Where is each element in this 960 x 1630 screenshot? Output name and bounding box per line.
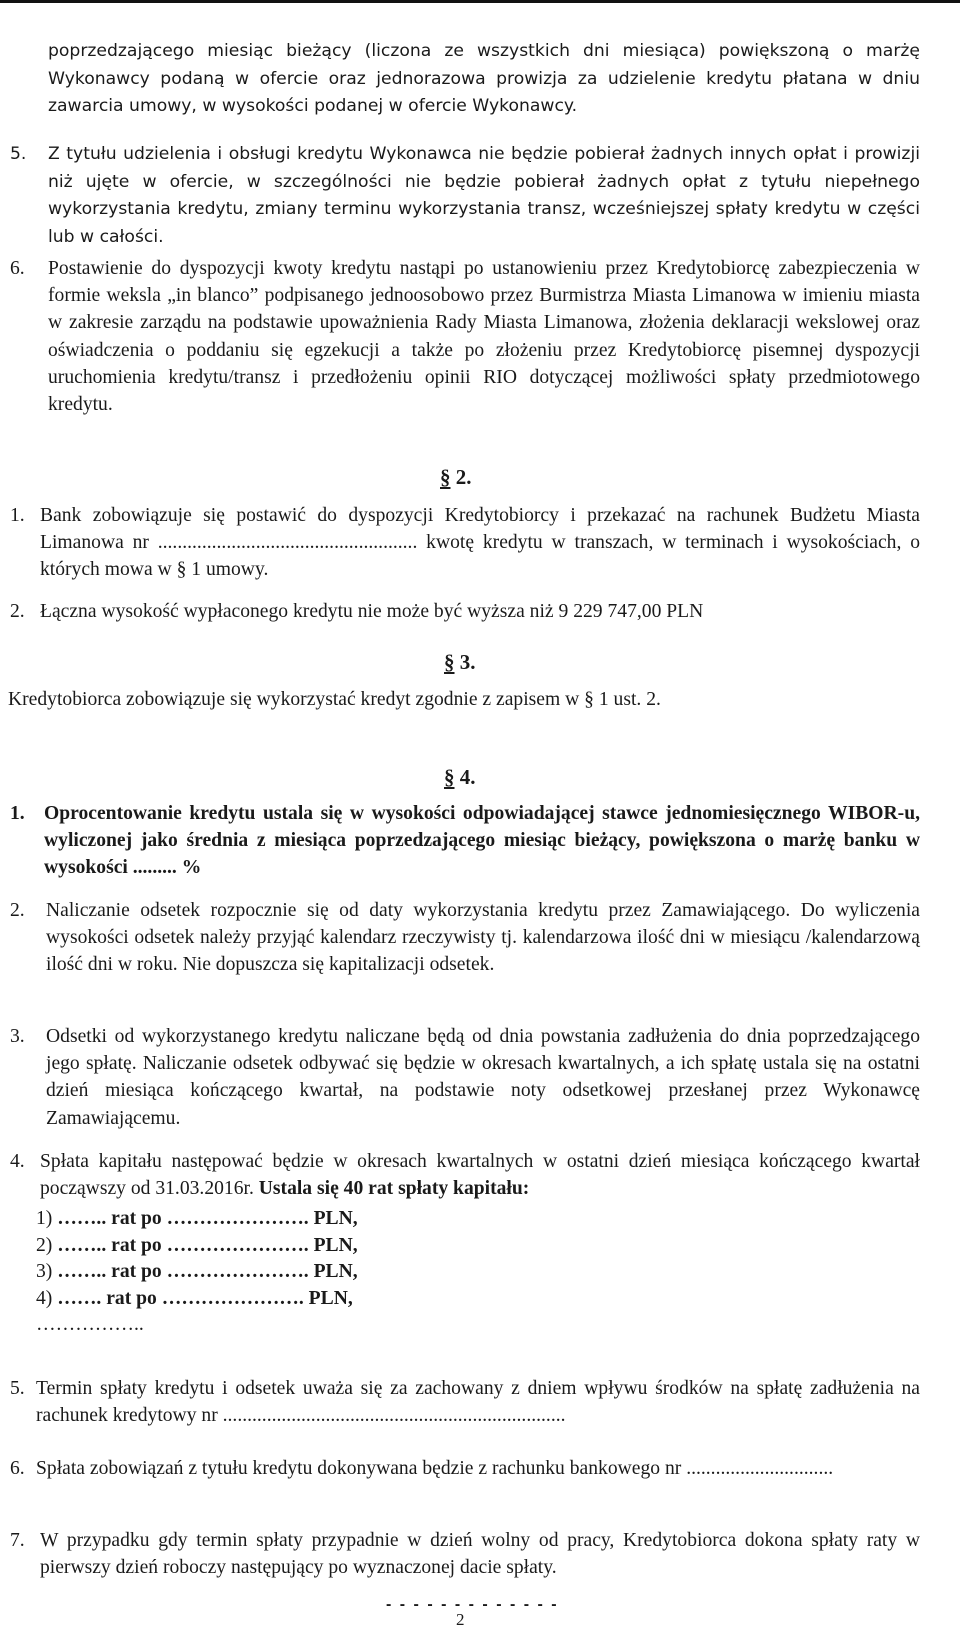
section-heading [440, 465, 472, 490]
section-symbol: § [440, 465, 451, 489]
list-item [0, 800, 960, 884]
item-number: 5. [10, 1378, 25, 1399]
installment-text: …….. rat po …………………. PLN, [57, 1208, 358, 1229]
item-text-plain: Spłata kapitału następować będzie w okresach kwartalnych w ostatni dzień miesiąca kończącego kwartał począwszy od 31.03.2016r. [40, 1151, 920, 1200]
item-text [40, 1148, 920, 1202]
item-text-bold: Ustala się 40 rat spłaty kapitału: [258, 1178, 530, 1200]
section-number: 3. [459, 650, 476, 674]
item-text: Łączna wysokość wypłaconego kredytu nie może być wyższa niż 9 229 747,00 PLN [40, 601, 704, 622]
installment-row [36, 1286, 358, 1313]
item-number: 1. [10, 803, 25, 824]
item-number: 6. [10, 258, 25, 279]
list-item [0, 897, 960, 981]
item-number: 4. [10, 1151, 25, 1172]
installment-label: 4) [36, 1287, 53, 1309]
section-symbol: § [444, 650, 455, 674]
installment-label: 2) [36, 1234, 53, 1256]
installment-label: 1) [36, 1208, 53, 1229]
list-item [0, 598, 960, 626]
page-number: 2 [456, 1610, 465, 1629]
item-text: W przypadku gdy termin spłaty przypadnie w dzień wolny od pracy, Kredytobiorca dokona spłaty raty w pierwszy dzień roboczy następujący po wyznaczonej dacie spłaty. [40, 1530, 920, 1579]
installment-text: …….. rat po …………………. PLN, [57, 1234, 358, 1256]
list-item [0, 1527, 960, 1583]
installment-row [36, 1206, 358, 1233]
installment-text: …….. rat po …………………. PLN, [57, 1261, 358, 1282]
section-heading [444, 765, 476, 790]
installment-row [36, 1233, 358, 1260]
item-number: 3. [10, 1026, 25, 1047]
installment-list [36, 1206, 358, 1339]
list-item [0, 1023, 960, 1135]
installment-label: 3) [36, 1261, 53, 1282]
section-paragraph: Kredytobiorca zobowiązuje się wykorzystać kredyt zgodnie z zapisem w § 1 ust. 2. [8, 689, 661, 710]
installment-text: ……. rat po …………………. PLN, [57, 1287, 353, 1309]
item-text: Odsetki od wykorzystanego kredytu naliczane będą od dnia powstania zadłużenia do dnia poprzedzającego jego spłatę. Naliczanie odsetek odbywać się będzie w okresach kwartalnych, a ich spłatę ustala się na ostatni dzień miesiąca kończącego kwartał, na podstawie noty odsetkowej przesłanej przez Wykonawcę Zamawiającemu. [46, 1026, 920, 1129]
list-item [0, 502, 960, 584]
installment-row [36, 1259, 358, 1286]
item-text: Termin spłaty kredytu i odsetek uważa się za zachowany z dniem wpływu środków na spłatę zadłużenia na rachunek kredytowy nr ...................................................................... [36, 1378, 920, 1427]
item-text: Z tytułu udzielenia i obsługi kredytu Wykonawca nie będzie pobierał żadnych innych opłat i prowizji niż ujęte w ofercie, w szczególności nie będzie pobierał żadnych opłat z tytułu niepełnego wykorzystania kredytu, zmiany terminu wykorzystania transz, wcześniejszej spłaty kredytu w części lub w całości. [48, 144, 920, 247]
item-text: Spłata zobowiązań z tytułu kredytu dokonywana będzie z rachunku bankowego nr .............................. [36, 1458, 834, 1479]
intro-paragraph: poprzedzającego miesiąc bieżący (liczona ze wszystkich dni miesiąca) powiększoną o marżę Wykonawcy podaną w ofercie oraz jednorazowa prowizja za udzielenie kredytu płatana w dniu zawarcia umowy, w wysokości podanej w ofercie Wykonawcy. [48, 41, 920, 116]
list-item [0, 1148, 960, 1204]
item-text: Postawienie do dyspozycji kwoty kredytu nastąpi po ustanowieniu przez Kredytobiorcę zabezpieczenia w formie weksla „in blanco” podpisanego jednoosobowo przez Burmistrza Miasta Limanowa w imieniu miasta w zakresie zarządu na podstawie upoważnienia Rady Miasta Limanowa, złożenia deklaracji wekslowej oraz oświadczenia o poddaniu się egzekucji a także po złożeniu przez Kredytobiorcę pisemnej dyspozycji uruchomienia kredytu/transz i przedłożeniu opinii RIO dotyczącej możliwości spłaty przedmiotowego kredytu. [48, 258, 920, 416]
item-number: 1. [10, 505, 25, 526]
item-number: 7. [10, 1530, 25, 1551]
section-heading [444, 650, 476, 675]
section-symbol: § [444, 765, 455, 789]
list-item [0, 141, 960, 261]
item-number: 2. [10, 900, 25, 921]
item-number: 5. [10, 144, 27, 164]
item-text: Naliczanie odsetek rozpocznie się od daty wykorzystania kredytu przez Zamawiającego. Do wyliczenia wysokości odsetek należy przyjąć kalendarz rzeczywisty tj. kalendarzowa ilość dni w miesiącu /kalendarzową ilość dni w roku. Nie dopuszcza się kapitalizacji odsetek. [46, 900, 920, 976]
section-number: 2. [455, 465, 472, 489]
item-number: 6. [10, 1458, 25, 1479]
item-number: 2. [10, 601, 25, 622]
installment-continuation: …………….. [36, 1314, 144, 1335]
list-item [0, 255, 960, 455]
section-number: 4. [459, 765, 476, 789]
item-text: Oprocentowanie kredytu ustala się w wysokości odpowiadającej stawce jednomiesięcznego WIBOR-u, wyliczonej jako średnia z miesiąca poprzedzającego miesiąc bieżący, powiększona o marżę banku w wysokości ......... % [44, 803, 920, 879]
list-item [0, 1375, 960, 1431]
list-item [0, 1455, 960, 1511]
footer-separator: - - - - - - - - - - - - - [386, 1596, 559, 1613]
item-text: Bank zobowiązuje się postawić do dyspozycji Kredytobiorcy i przekazać na rachunek Budżetu Miasta Limanowa nr ..................................................... kwotę kredytu w transzach, w terminach i wysokościach, o których mowa w § 1 umowy. [40, 505, 920, 581]
